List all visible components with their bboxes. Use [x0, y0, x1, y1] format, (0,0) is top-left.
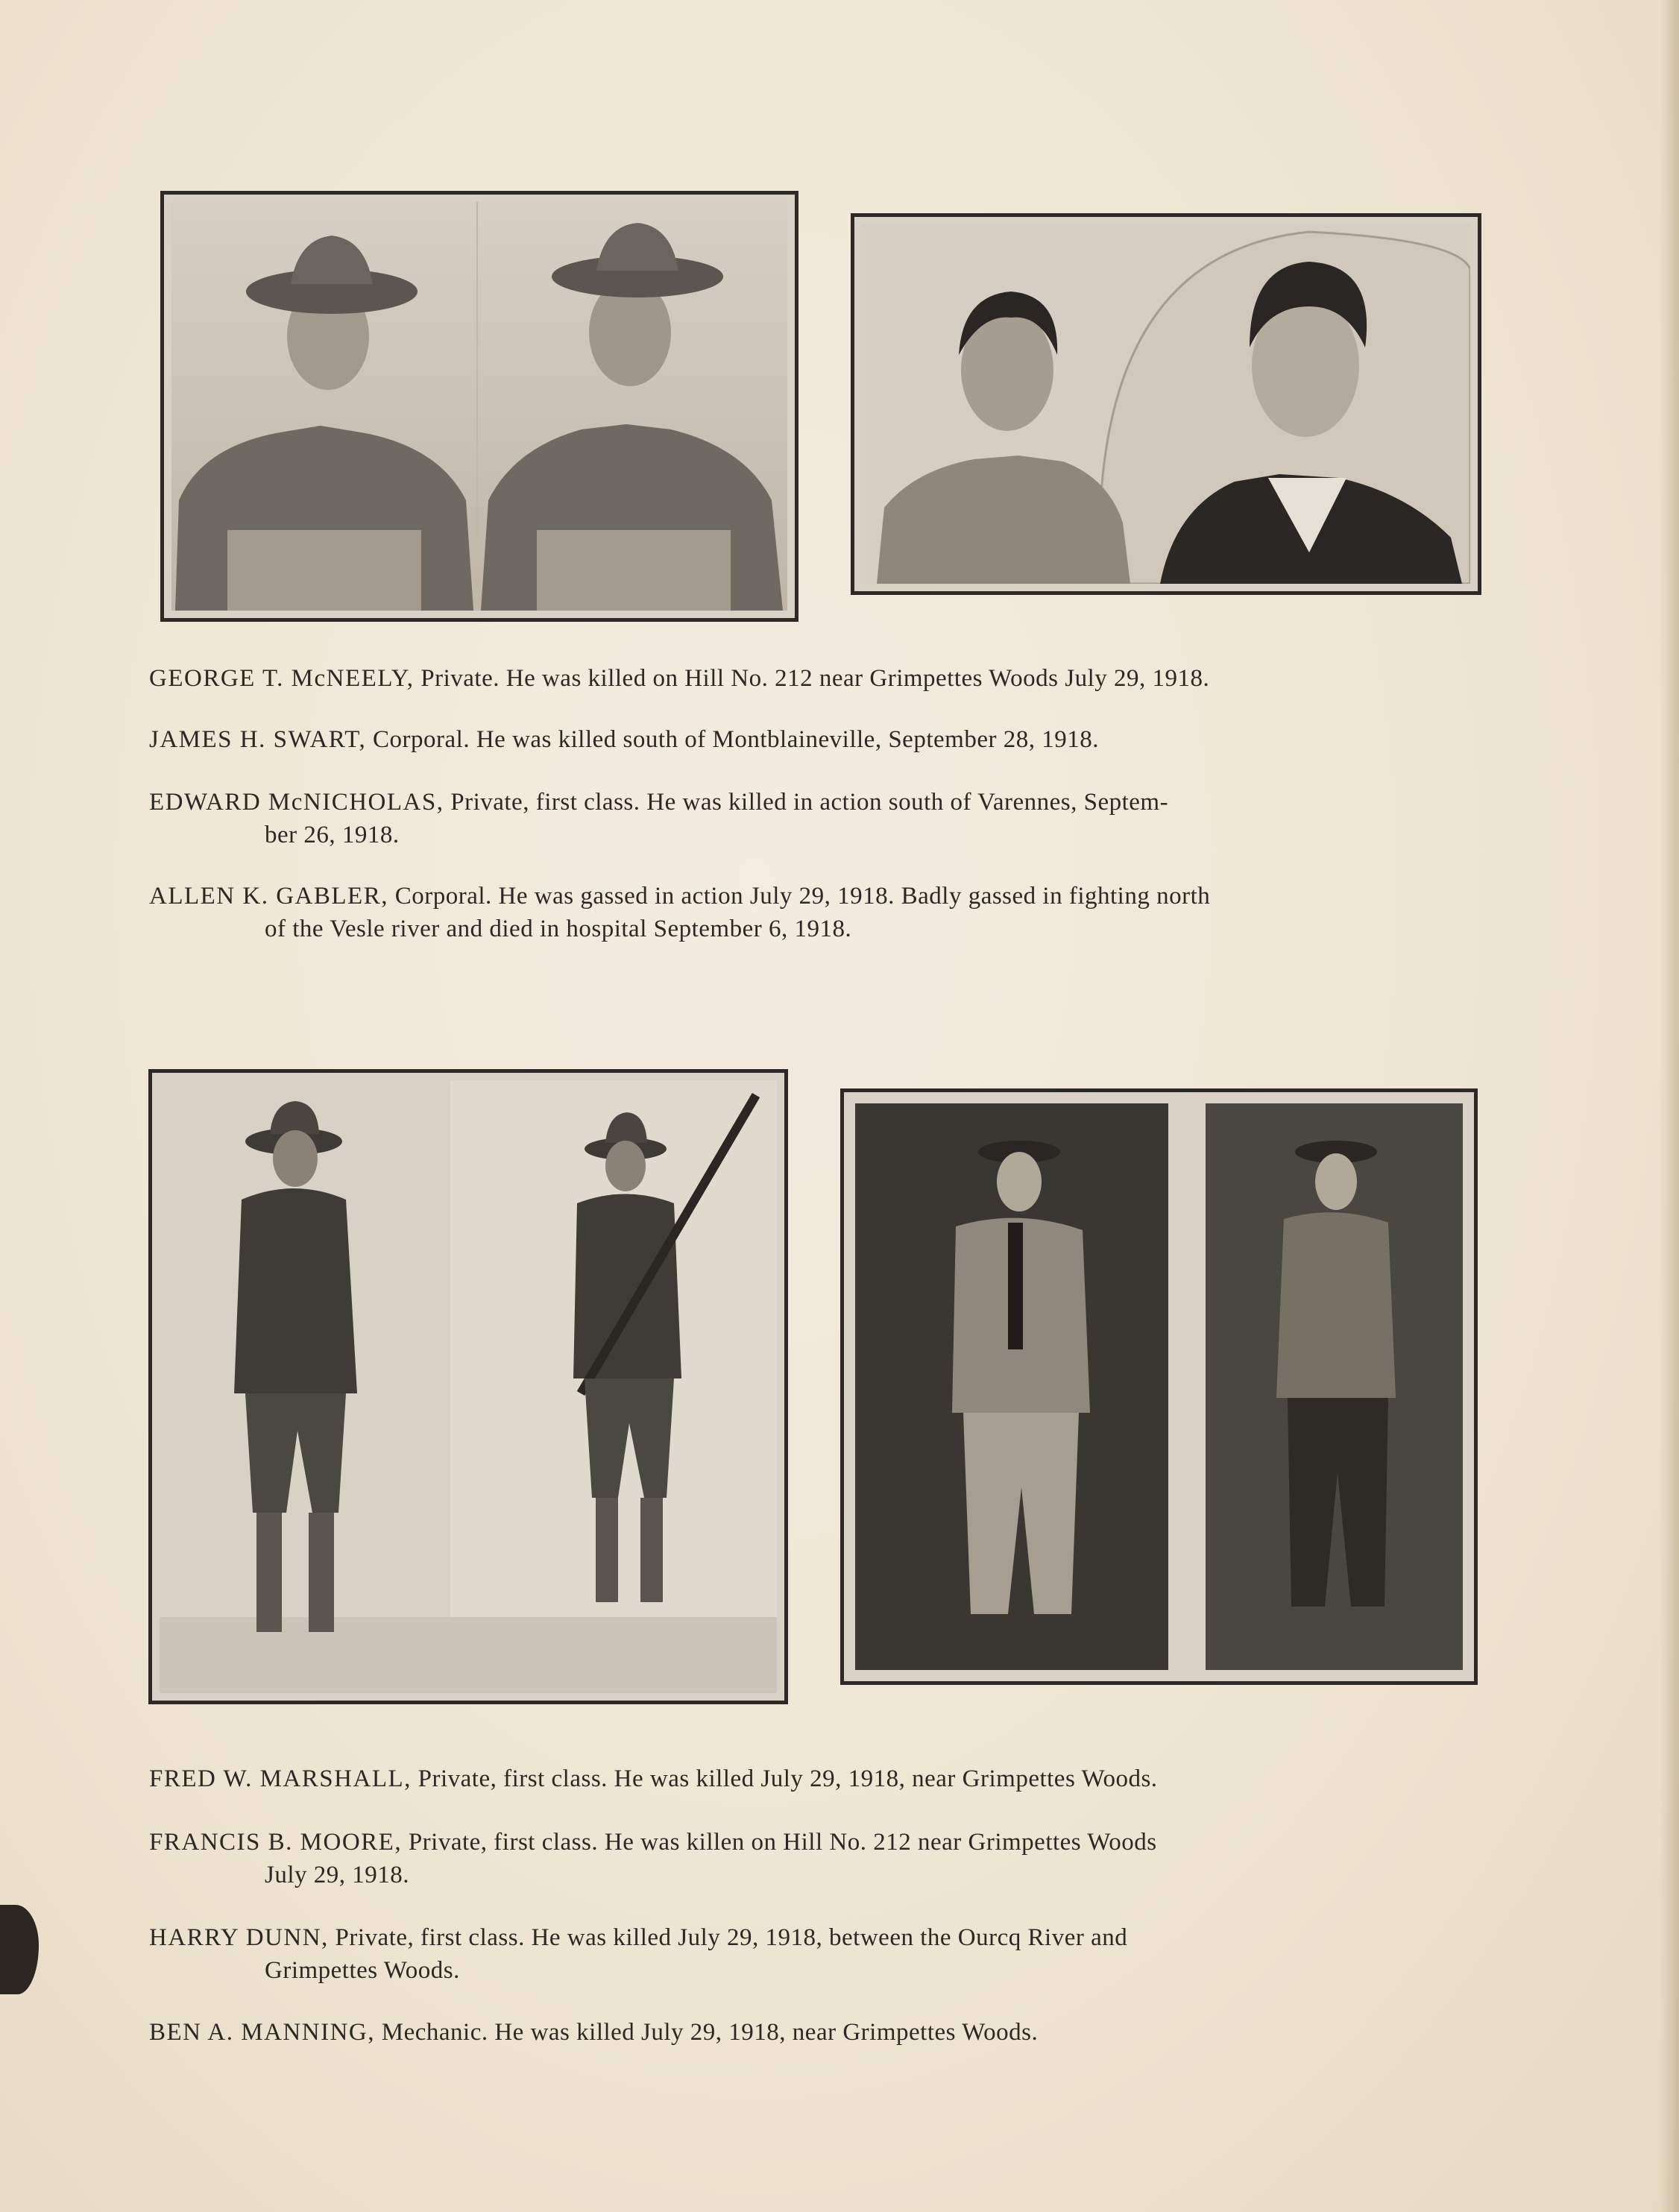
soldier-name: HARRY DUNN, [149, 1924, 329, 1951]
caption-entry [149, 880, 1487, 945]
photo-top-left [160, 191, 798, 622]
photo-top-right [851, 213, 1481, 595]
soldier-description-continued: Grimpettes Woods. [265, 1957, 460, 1984]
soldier-description: Private, first class. He was killen on Hill No. 212 near Grimpettes Woods [408, 1829, 1157, 1856]
soldier-description-continued: of the Vesle river and died in hospital September 6, 1918. [265, 916, 852, 942]
soldier-description: Private, first class. He was killed July 29, 1918, near Grimpettes Woods. [418, 1765, 1158, 1792]
soldier-name: FRED W. MARSHALL, [149, 1765, 412, 1792]
soldier-description: Private. He was killed on Hill No. 212 near Grimpettes Woods July 29, 1918. [420, 665, 1210, 692]
soldier-description-continued: ber 26, 1918. [265, 822, 400, 848]
caption-entry [149, 1921, 1487, 1987]
caption-entry [149, 786, 1487, 851]
photo-two-soldiers-hats [171, 202, 787, 611]
caption-entry [149, 2016, 1487, 2049]
soldier-name: EDWARD McNICHOLAS, [149, 789, 444, 816]
caption-entry [149, 723, 1487, 756]
caption-entry [149, 662, 1487, 695]
soldier-description-continued: July 29, 1918. [265, 1862, 410, 1888]
photo-standing-soldiers [160, 1080, 777, 1693]
soldier-name: ALLEN K. GABLER, [149, 883, 388, 910]
photo-bottom-left [148, 1069, 788, 1704]
soldier-name: GEORGE T. McNEELY, [149, 665, 415, 692]
soldier-name: FRANCIS B. MOORE, [149, 1829, 403, 1856]
caption-entry [149, 1762, 1487, 1795]
photo-two-portraits [862, 224, 1470, 584]
photo-bottom-right [840, 1088, 1478, 1685]
soldier-description: Private, first class. He was killed in action south of Varennes, Septem- [450, 789, 1169, 816]
photo-soldiers-dark-background [851, 1100, 1467, 1674]
caption-entry [149, 1826, 1487, 1891]
soldier-name: JAMES H. SWART, [149, 726, 367, 753]
page-tear-damage [0, 1905, 39, 1994]
soldier-name: BEN A. MANNING, [149, 2019, 375, 2046]
soldier-description: Corporal. He was gassed in action July 29, 1918. Badly gassed in fighting north [394, 883, 1211, 910]
page-edge-shadow [1660, 0, 1679, 2212]
soldier-description: Corporal. He was killed south of Montblaineville, September 28, 1918. [373, 726, 1099, 753]
soldier-description: Mechanic. He was killed July 29, 1918, near Grimpettes Woods. [381, 2019, 1039, 2046]
soldier-description: Private, first class. He was killed July 29, 1918, between the Ourcq River and [335, 1924, 1128, 1951]
